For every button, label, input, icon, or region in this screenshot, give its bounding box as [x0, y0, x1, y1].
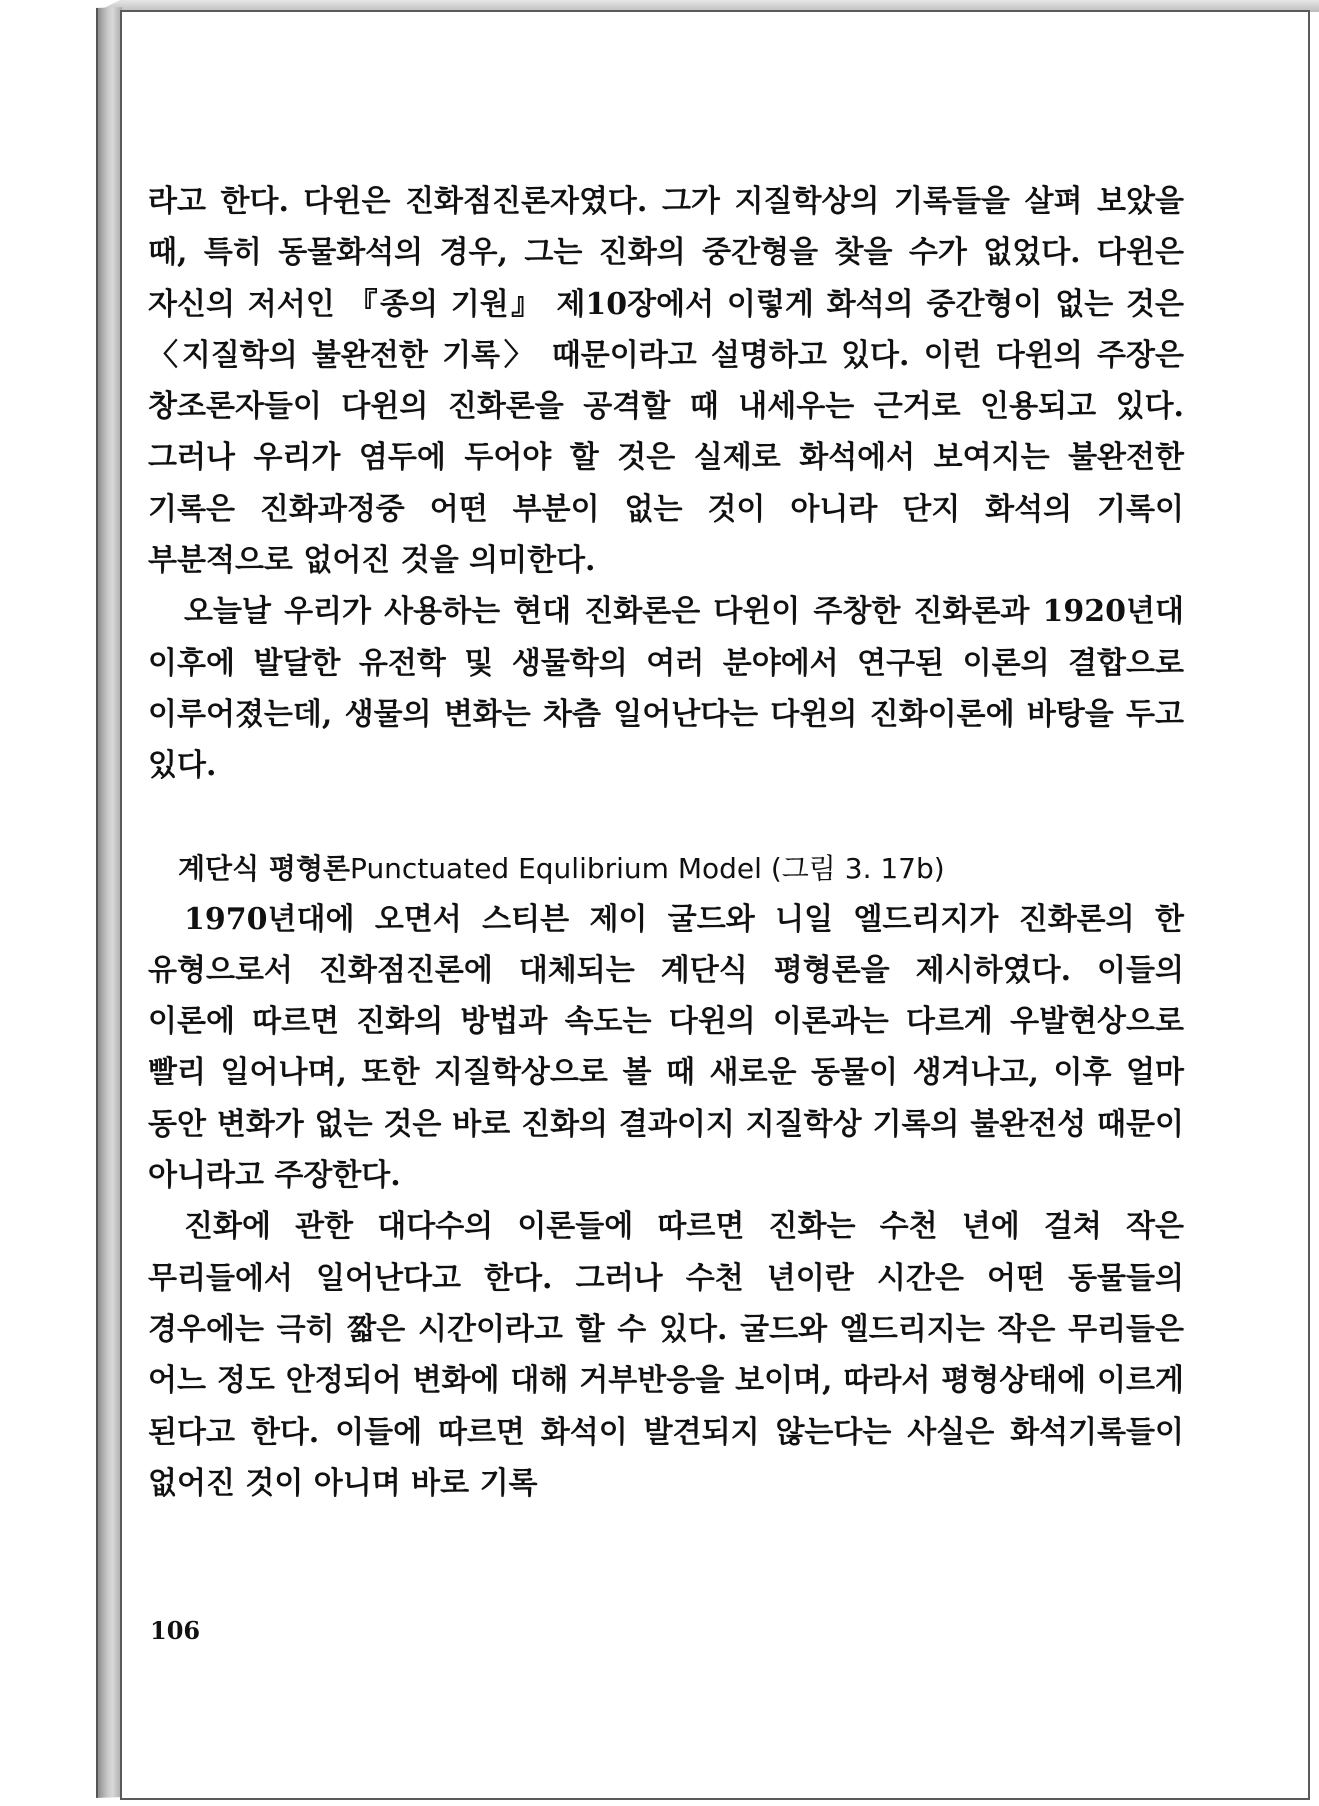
paragraph-modern-evolution: 오늘날 우리가 사용하는 현대 진화론은 다윈이 주창한 진화론과 1920년대 이후에 발달한 유전학 및 생물학의 여러 분야에서 연구된 이론의 결합으로 이루어졌는데, 생물의 변화는 차츰 일어난다는 다윈의 진화이론에 바탕을 두고 있다.: [148, 594, 1184, 784]
paragraph-small-populations: 진화에 관한 대다수의 이론들에 따르면 진화는 수천 년에 걸쳐 작은 무리들에서 일어난다고 한다. 그러나 수천 년이란 시간은 어떤 동물들의 경우에는 극히 짧은 시간이라고 할 수 있다. 굴드와 엘드리지는 작은 무리들은 어느 정도 안정되어 변화에 대해 거부반응을 보이며, 따라서 평형상태에 이르게 된다고 한다. 이들에 따르면 화석이 발견되지 않는다는 사실은 화석기록들이 없어진 것이 아니며 바로 기록: [148, 1209, 1184, 1501]
book-spine: [96, 7, 122, 1798]
page-body: [148, 176, 1184, 1509]
page-number: 106: [150, 1616, 201, 1645]
section-heading-english: Punctuated Equlibrium Model: [350, 851, 762, 885]
paragraph-darwin-gradualism: 라고 한다. 다윈은 진화점진론자였다. 그가 지질학상의 기록들을 살펴 보았을 때, 특히 동물화석의 경우, 그는 진화의 중간형을 찾을 수가 없었다. 다윈은 자신의 저서인 『종의 기원』 제10장에서 이렇게 화석의 중간형이 없는 것은 〈지질학의 불완전한 기록〉 때문이라고 설명하고 있다. 이런 다윈의 주장은 창조론자들이 다윈의 진화론을 공격할 때 내세우는 근거로 인용되고 있다. 그러나 우리가 염두에 두어야 할 것은 실제로 화석에서 보여지는 불완전한 기록은 진화과정중 어떤 부분이 없는 것이 아니라 단지 화석의 기록이 부분적으로 없어진 것을 의미한다.: [148, 184, 1184, 579]
section-heading: [148, 843, 1184, 894]
section-heading-korean: 계단식 평형론: [178, 851, 351, 885]
section-heading-figure-ref: (그림 3. 17b): [770, 851, 945, 885]
paragraph-punctuated-equilibrium: 1970년대에 오면서 스티븐 제이 굴드와 니일 엘드리지가 진화론의 한 유형으로서 진화점진론에 대체되는 계단식 평형론을 제시하였다. 이들의 이론에 따르면 진화의 방법과 속도는 다윈의 이론과는 다르게 우발현상으로 빨리 일어나며, 또한 지질학상으로 볼 때 새로운 동물이 생겨나고, 이후 얼마 동안 변화가 없는 것은 바로 진화의 결과이지 지질학상 기록의 불완전성 때문이 아니라고 주장한다.: [148, 901, 1184, 1194]
section-gap: [148, 792, 1184, 843]
